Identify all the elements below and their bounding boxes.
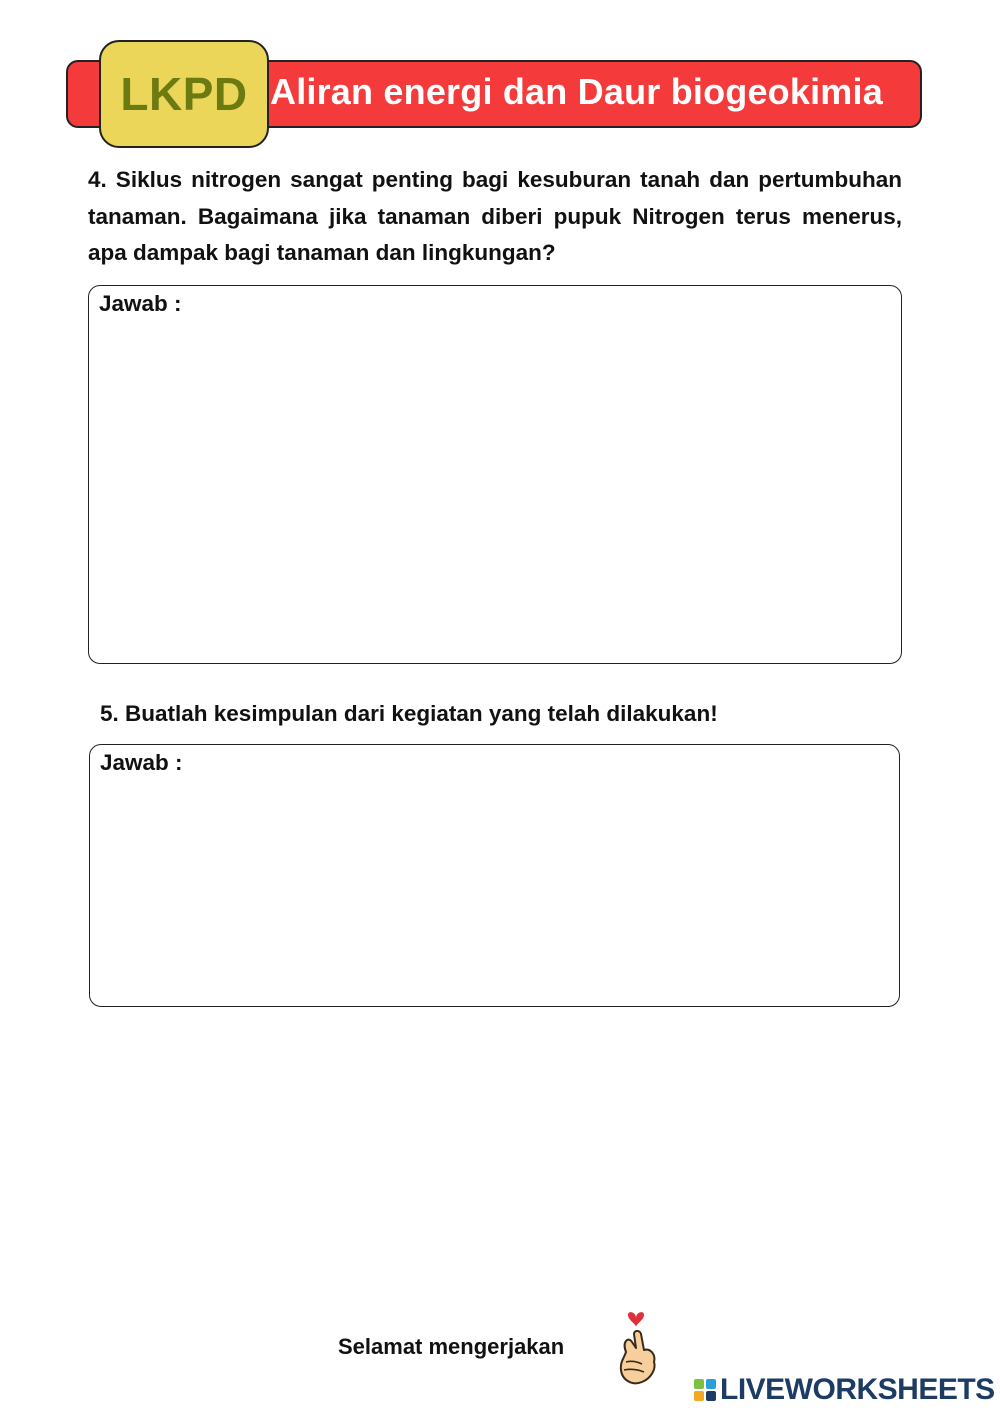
answer-label-4: Jawab : bbox=[99, 291, 182, 316]
answer-input-4[interactable] bbox=[99, 326, 891, 653]
finger-heart-icon bbox=[612, 1302, 660, 1388]
worksheet-title: Aliran energi dan Daur biogeokimia bbox=[270, 71, 883, 112]
lkpd-badge bbox=[99, 40, 269, 148]
answer-box-4 bbox=[88, 285, 902, 664]
liveworksheets-logo-icon bbox=[694, 1379, 716, 1401]
answer-input-5[interactable] bbox=[100, 785, 889, 996]
lkpd-badge-label: LKPD bbox=[120, 68, 248, 120]
closing-message: Selamat mengerjakan bbox=[338, 1334, 565, 1359]
question-5-text: 5. Buatlah kesimpulan dari kegiatan yang telah dilakukan! bbox=[100, 701, 718, 726]
liveworksheets-wordmark: LIVEWORKSHEETS bbox=[720, 1373, 995, 1406]
question-4-text: 4. Siklus nitrogen sangat penting bagi kesuburan tanah dan pertumbuhan tanaman. Bagaimana jika tanaman diberi pupuk Nitrogen terus menerus, apa dampak bagi tanaman dan lingkungan? bbox=[88, 167, 902, 265]
answer-label-5: Jawab : bbox=[100, 750, 183, 775]
liveworksheets-brand bbox=[694, 1372, 995, 1408]
answer-box-5 bbox=[89, 744, 900, 1007]
